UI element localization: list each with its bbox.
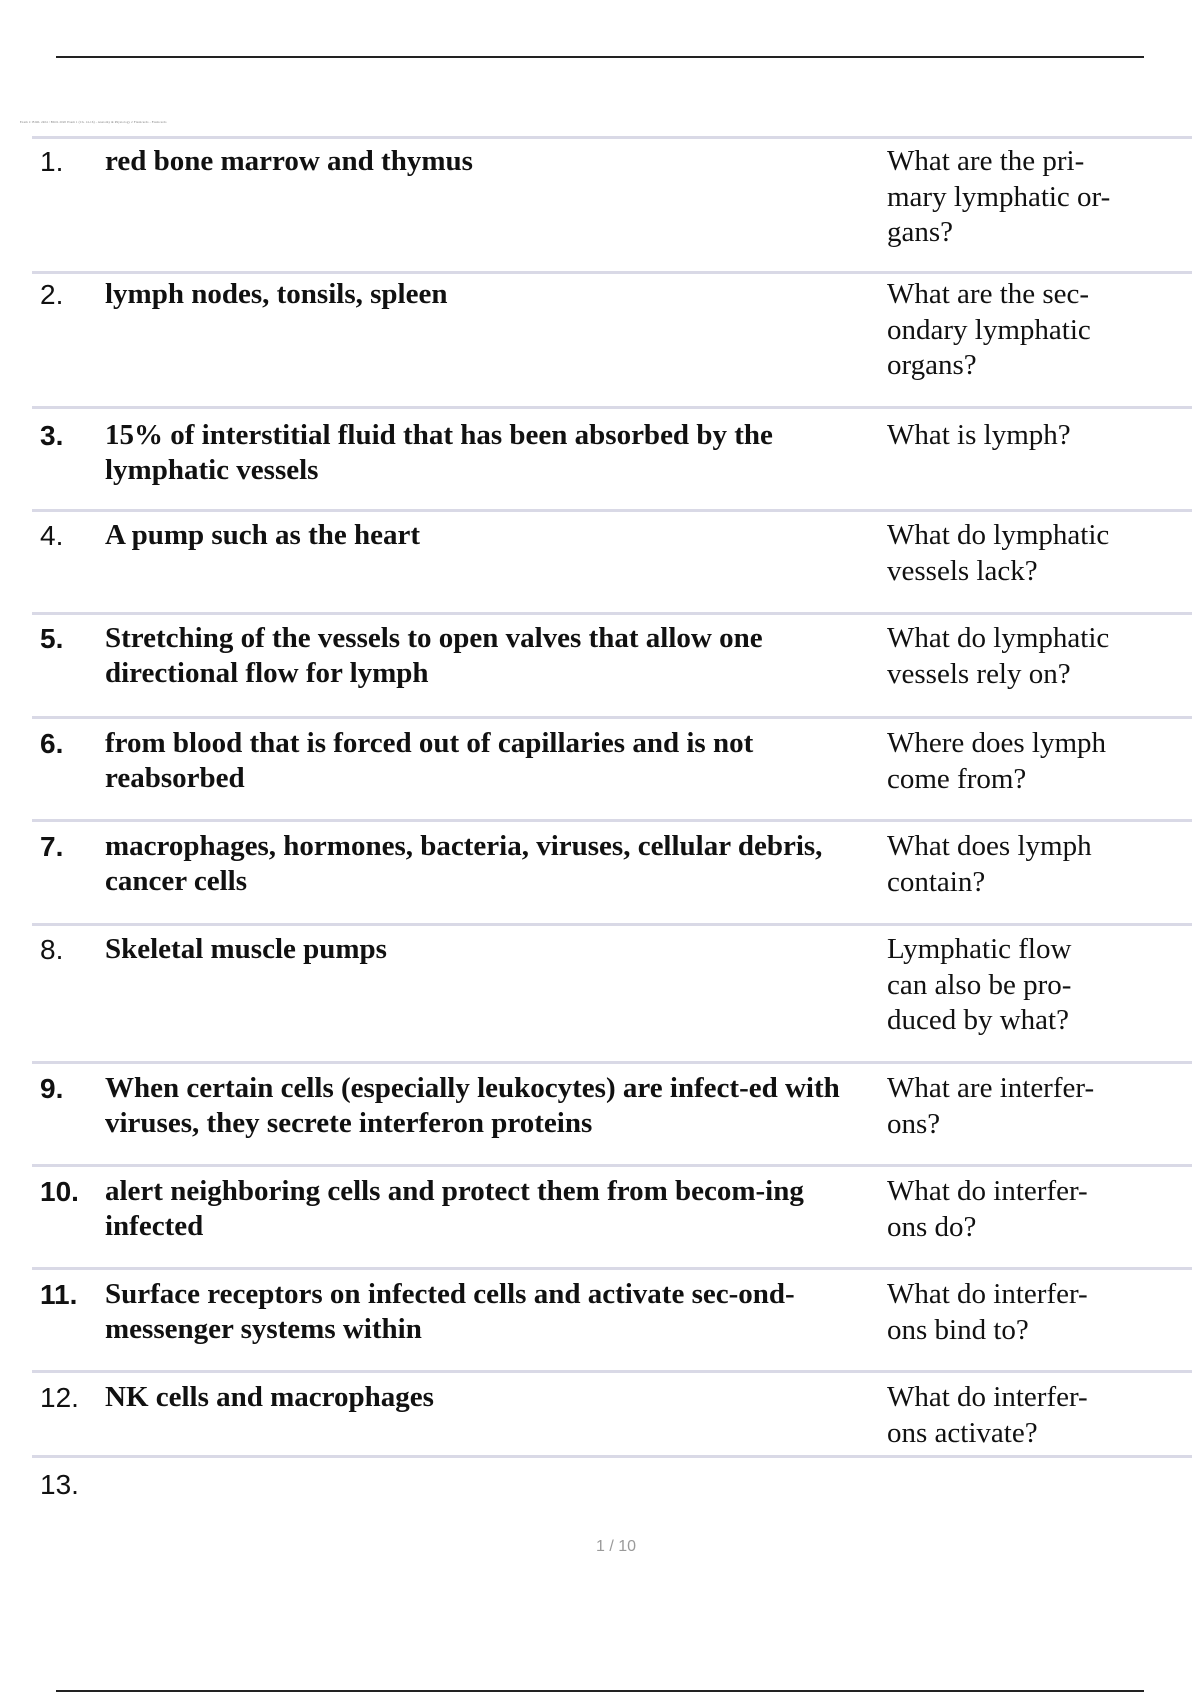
card-definition: What do interfer- ons do? (887, 1175, 1088, 1243)
card-number: 13. (40, 1469, 79, 1500)
card-row (32, 1458, 1192, 1518)
page-number: 1 / 10 (595, 1538, 637, 1555)
card-term: A pump such as the heart (105, 519, 421, 551)
card-term: NK cells and macrophages (105, 1381, 434, 1413)
card-row (32, 409, 1192, 512)
card-term: from blood that is forced out of capillaries and is not reabsorbed (105, 727, 754, 794)
card-definition: Where does lymph come from? (887, 727, 1107, 795)
card-definition (885, 1467, 1192, 1518)
card-term: Surface receptors on infected cells and activate sec-ond-messenger systems within (105, 1278, 795, 1345)
card-row (32, 615, 1192, 719)
card-term: macrophages, hormones, bacteria, viruses, cellular debris, cancer cells (105, 830, 823, 897)
card-number: 8. (40, 934, 64, 965)
card-term: lymph nodes, tonsils, spleen (105, 278, 448, 310)
card-row (32, 926, 1192, 1064)
flashcard-table (32, 136, 1192, 1518)
card-definition: What do lymphatic vessels rely on? (887, 622, 1110, 690)
card-definition: What is lymph? (887, 419, 1071, 451)
card-definition: What are the pri- mary lymphatic or- gans? (887, 145, 1111, 248)
card-number: 11. (40, 1279, 78, 1310)
top-rule (56, 56, 1144, 58)
card-row (32, 1373, 1192, 1458)
card-row (32, 1064, 1192, 1167)
card-number: 7. (40, 831, 64, 862)
card-number: 1. (40, 146, 64, 177)
card-row (32, 274, 1192, 409)
card-definition: What do lymphatic vessels lack? (887, 519, 1110, 587)
card-number: 2. (40, 279, 64, 310)
card-definition: What do interfer- ons bind to? (887, 1278, 1088, 1346)
card-term (105, 1467, 885, 1518)
card-term: alert neighboring cells and protect them from becom-ing infected (105, 1175, 804, 1242)
card-number: 9. (40, 1073, 64, 1104)
card-row (32, 1270, 1192, 1373)
card-term: When certain cells (especially leukocytes) are infect-ed with viruses, they secrete interferon proteins (105, 1072, 840, 1139)
document-header: Exam 1: BIOL 2404 / BIOL 2020 Exam 1 (Ch. 14-16) - Anatomy & Physiology 2 Flashcards - Flashcards (20, 120, 167, 124)
card-number: 4. (40, 520, 64, 551)
card-term: Skeletal muscle pumps (105, 933, 387, 965)
card-row (32, 139, 1192, 274)
card-row (32, 1167, 1192, 1270)
card-definition: What are interfer- ons? (887, 1072, 1095, 1140)
card-number: 5. (40, 623, 64, 654)
card-number: 10. (40, 1176, 79, 1207)
card-term: red bone marrow and thymus (105, 145, 473, 177)
card-number: 3. (40, 420, 64, 451)
card-term: 15% of interstitial fluid that has been absorbed by the lymphatic vessels (105, 419, 773, 486)
bottom-rule (56, 1690, 1144, 1692)
card-number: 6. (40, 728, 64, 759)
card-row (32, 719, 1192, 822)
card-row (32, 512, 1192, 615)
card-definition: What do interfer- ons activate? (887, 1381, 1088, 1449)
card-number: 12. (40, 1382, 79, 1413)
card-definition: What are the sec- ondary lymphatic organs? (887, 278, 1091, 381)
card-row (32, 822, 1192, 926)
card-term: Stretching of the vessels to open valves that allow one directional flow for lymph (105, 622, 763, 689)
card-definition: What does lymph contain? (887, 830, 1092, 898)
card-definition: Lymphatic flow can also be pro- duced by what? (887, 933, 1072, 1036)
